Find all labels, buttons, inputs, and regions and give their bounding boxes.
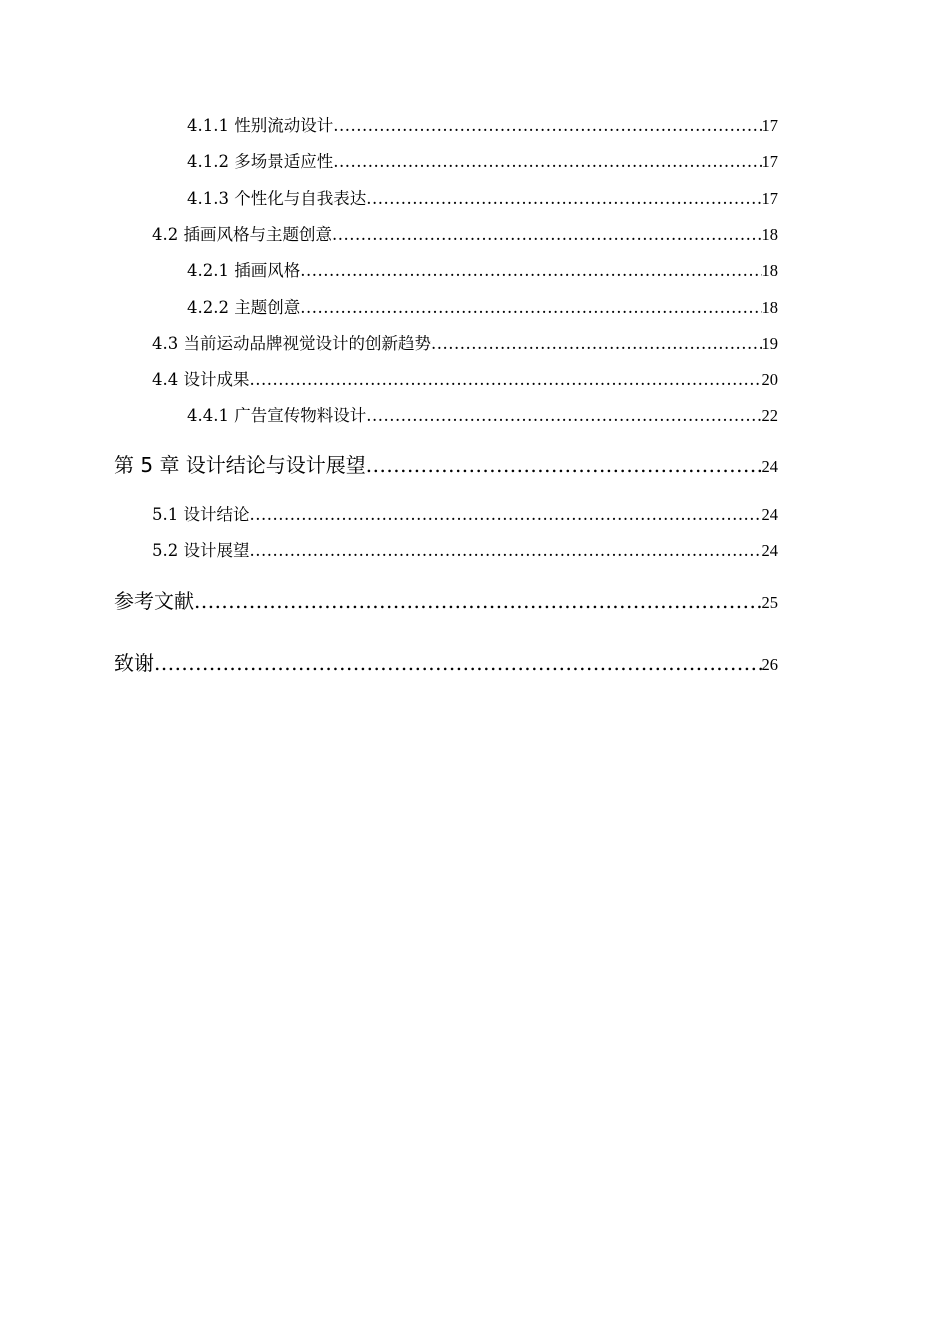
toc-entry-title: 4.2 插画风格与主题创意 [152, 225, 332, 244]
toc-leader-dots [250, 503, 762, 527]
toc-chapter-title: 第 5 章 设计结论与设计展望 [114, 453, 366, 477]
toc-chapter-title: 参考文献 [114, 589, 194, 613]
toc-leader-dots [332, 223, 762, 247]
toc-entry-page: 17 [761, 152, 778, 171]
toc-entry[interactable] [187, 114, 778, 138]
toc-entry[interactable] [187, 259, 778, 283]
toc-entry-page: 24 [761, 541, 778, 560]
toc-entry[interactable] [152, 503, 778, 527]
toc-entry-title: 4.1.2 多场景适应性 [187, 152, 334, 171]
toc-entry-title: 4.4.1 广告宣传物料设计 [187, 406, 367, 425]
toc-entry[interactable] [187, 404, 778, 428]
toc-entry-title: 5.1 设计结论 [152, 505, 250, 524]
toc-entry-page: 17 [761, 116, 778, 135]
toc-entry-page: 22 [761, 406, 778, 425]
toc-entry-title: 4.4 设计成果 [152, 370, 250, 389]
toc-entry-page: 20 [761, 370, 778, 389]
toc-leader-dots [366, 187, 761, 211]
toc-entry-page: 24 [761, 457, 778, 476]
toc-entry[interactable] [187, 150, 778, 174]
toc-entry-page: 26 [761, 655, 778, 674]
toc-entry-page: 24 [761, 505, 778, 524]
toc-entry-page: 25 [761, 593, 778, 612]
toc-leader-dots [333, 114, 761, 138]
toc-entry-title: 4.1.3 个性化与自我表达 [187, 189, 367, 208]
toc-leader-dots [431, 332, 762, 356]
toc-entry-page: 18 [761, 225, 778, 244]
toc-entry-title: 4.3 当前运动品牌视觉设计的创新趋势 [152, 334, 431, 353]
toc-entry-title: 5.2 设计展望 [152, 541, 250, 560]
toc-entry-page: 19 [761, 334, 778, 353]
toc-chapter-entry[interactable] [114, 589, 778, 615]
toc-leader-dots [250, 368, 762, 392]
toc-entry[interactable] [152, 332, 778, 356]
toc-leader-dots [300, 259, 761, 283]
toc-leader-dots [300, 296, 761, 320]
toc-leader-dots [366, 404, 761, 428]
toc-entry-page: 18 [761, 261, 778, 280]
toc-leader-dots [154, 651, 762, 675]
toc-entry-title: 4.2.2 主题创意 [187, 298, 301, 317]
toc-entry-title: 4.1.1 性别流动设计 [187, 116, 334, 135]
toc-chapter-title: 致谢 [114, 651, 154, 675]
toc-entry-page: 17 [761, 189, 778, 208]
toc-leader-dots [250, 539, 762, 563]
toc-chapter-entry[interactable] [114, 651, 778, 677]
toc-entry-title: 4.2.1 插画风格 [187, 261, 301, 280]
toc-entry[interactable] [152, 368, 778, 392]
toc-leader-dots [333, 150, 761, 174]
toc-entry[interactable] [187, 296, 778, 320]
toc-chapter-entry[interactable] [114, 453, 778, 479]
toc-entry[interactable] [152, 223, 778, 247]
toc-entry[interactable] [152, 539, 778, 563]
toc-leader-dots [194, 589, 762, 613]
toc-entry[interactable] [187, 187, 778, 211]
toc-entry-page: 18 [761, 298, 778, 317]
toc-leader-dots [366, 453, 762, 477]
